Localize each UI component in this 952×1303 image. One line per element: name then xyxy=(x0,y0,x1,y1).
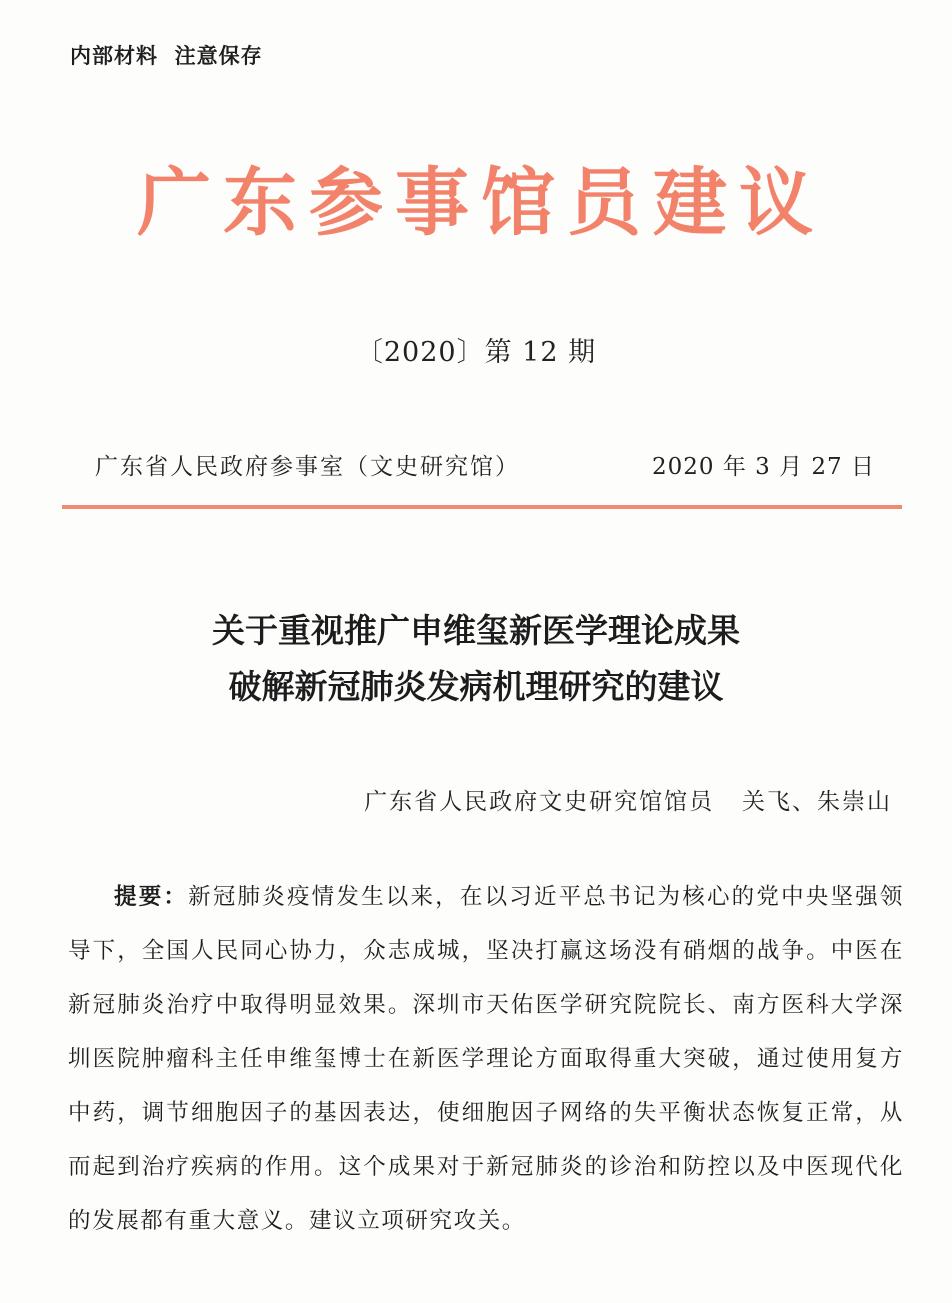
document-title-line-1: 关于重视推广申维玺新医学理论成果 xyxy=(212,611,740,650)
abstract-text: 新冠肺炎疫情发生以来，在以习近平总书记为核心的党中央坚强领导下，全国人民同心协力，众志成城，坚决打赢这场没有硝烟的战争。中医在新冠肺炎治疗中取得明显效果。深圳市天佑医学研究院院长、南方医科大学深圳医院肿瘤科主任申维玺博士在新医学理论方面取得重大突破，通过使用复方中药，调节细胞因子的基因表达，使细胞因子网络的失平衡状态恢复正常，从而起到治疗疾病的作用。这个成果对于新冠肺炎的诊治和防控以及中医现代化的发展都有重大意义。建议立项研究攻关。 xyxy=(68,884,904,1234)
issue-date: 2020 年 3 月 27 日 xyxy=(652,454,875,480)
abstract-paragraph xyxy=(68,870,904,1248)
document-title xyxy=(0,603,952,715)
document-authors: 广东省人民政府文史研究馆馆员 关飞、朱崇山 xyxy=(364,789,892,815)
issuing-office: 广东省人民政府参事室（文史研究馆） xyxy=(95,454,520,480)
issue-number: 〔2020〕第 12 期 xyxy=(355,337,597,368)
classification-label: 内部材料 注意保存 xyxy=(70,44,263,68)
header-divider xyxy=(62,505,902,509)
issuer-row xyxy=(95,448,875,488)
abstract-label: 提要： xyxy=(114,884,189,910)
masthead-title: 广东参事馆员建议 xyxy=(137,160,825,246)
document-title-line-2: 破解新冠肺炎发病机理研究的建议 xyxy=(228,667,724,706)
